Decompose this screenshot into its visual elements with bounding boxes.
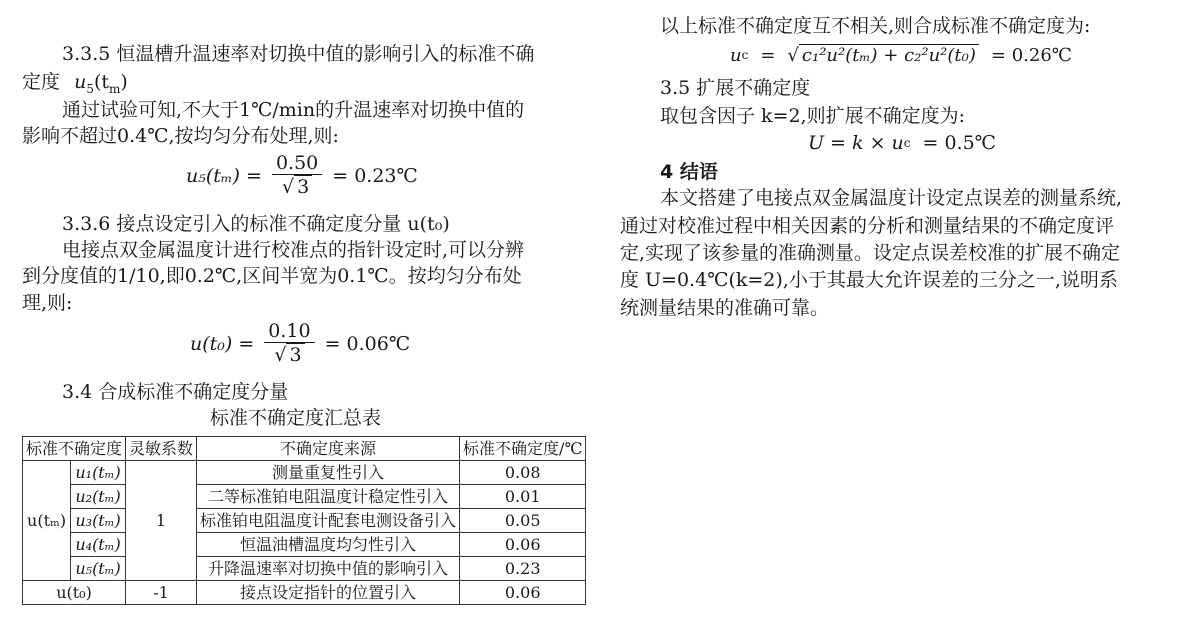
coefficient-cell: 1 bbox=[126, 461, 197, 581]
table-title: 标准不确定度汇总表 bbox=[210, 407, 382, 429]
table-header: 标准不确定度 bbox=[23, 437, 126, 461]
value-cell: 0.01 bbox=[460, 485, 586, 509]
table-row bbox=[23, 509, 586, 533]
value-cell: 0.06 bbox=[460, 533, 586, 557]
paragraph-2-line3: 理,则: bbox=[22, 292, 73, 314]
radicand: c₁²u²(tₘ) + c₂²u²(t₀) bbox=[799, 44, 979, 66]
symbol-cell: u₁(tₘ) bbox=[71, 461, 126, 485]
table-row bbox=[23, 461, 586, 485]
table-row bbox=[23, 581, 586, 605]
equation-expanded: U = k × u c = 0.5℃ bbox=[808, 132, 996, 154]
value-cell: 0.08 bbox=[460, 461, 586, 485]
section-3-3-5-heading-line1: 3.3.5 恒温槽升温速率对切换中值的影响引入的标准不确 bbox=[62, 43, 535, 65]
table-header: 灵敏系数 bbox=[126, 437, 197, 461]
equation-combined: u c = √ c₁²u²(tₘ) + c₂²u²(t₀) = 0.26℃ bbox=[730, 44, 1072, 66]
conclusion-line3: 定,实现了该参量的准确测量。设定点误差校准的扩展不确定 bbox=[620, 242, 1121, 264]
value-cell: 0.06 bbox=[460, 581, 586, 605]
table-header: 标准不确定度/℃ bbox=[460, 437, 586, 461]
symbol-cell: u₅(tₘ) bbox=[71, 557, 126, 581]
fraction: $\frac{0.50}{√ 3}$ bbox=[272, 152, 322, 199]
table-row bbox=[23, 557, 586, 581]
value-cell: 0.23 bbox=[460, 557, 586, 581]
source-cell: 接点设定指针的位置引入 bbox=[197, 581, 460, 605]
conclusion-line1: 本文搭建了电接点双金属温度计设定点误差的测量系统, bbox=[660, 187, 1123, 209]
conclusion-line2: 通过对校准过程中相关因素的分析和测量结果的不确定度评 bbox=[620, 215, 1115, 237]
equation-u5: u₅(tₘ) = $\frac{0.50}{√ 3}$ = 0.23℃ bbox=[186, 152, 418, 198]
table-row bbox=[23, 533, 586, 557]
paragraph-2-line2: 到分度值的1/10,即0.2℃,区间半宽为0.1℃。按均匀分布处 bbox=[22, 265, 522, 287]
section-3-3-5-heading-line2: 定度 $u_5(t_m)$ bbox=[22, 71, 128, 96]
table-header: 不确定度来源 bbox=[197, 437, 460, 461]
source-cell: 标准铂电阻温度计配套电测设备引入 bbox=[197, 509, 460, 533]
section-3-3-6-heading: 3.3.6 接点设定引入的标准不确定度分量 u(t₀) bbox=[62, 213, 450, 235]
paragraph-2-line1: 电接点双金属温度计进行校准点的指针设定时,可以分辨 bbox=[62, 239, 525, 261]
source-cell: 二等标准铂电阻温度计稳定性引入 bbox=[197, 485, 460, 509]
uncertainty-summary-table bbox=[22, 436, 586, 605]
source-cell: 升降温速率对切换中值的影响引入 bbox=[197, 557, 460, 581]
conclusion-line4: 度 U=0.4℃(k=2),小于其最大允许误差的三分之一,说明系 bbox=[620, 269, 1118, 291]
equation-ut0: u(t₀) = $\frac{0.10}{√ 3}$ = 0.06℃ bbox=[190, 320, 411, 366]
section-3-4-heading: 3.4 合成标准不确定度分量 bbox=[62, 381, 289, 403]
symbol-cell: u(t₀) bbox=[23, 581, 126, 605]
source-cell: 恒温油槽温度均匀性引入 bbox=[197, 533, 460, 557]
conclusion-line5: 统测量结果的准确可靠。 bbox=[620, 297, 830, 319]
paragraph-1-line2: 影响不超过0.4℃,按均匀分布处理,则: bbox=[22, 125, 339, 147]
group-symbol-cell: u(tₘ) bbox=[23, 461, 71, 581]
coverage-factor-line: 取包含因子 k=2,则扩展不确定度为: bbox=[660, 105, 966, 127]
table-header-row bbox=[23, 437, 586, 461]
table-row bbox=[23, 485, 586, 509]
fraction: $\frac{0.10}{√ 3}$ bbox=[264, 320, 314, 367]
symbol-cell: u₄(tₘ) bbox=[71, 533, 126, 557]
coefficient-cell: -1 bbox=[126, 581, 197, 605]
source-cell: 测量重复性引入 bbox=[197, 461, 460, 485]
section-4-heading: 4 结语 bbox=[660, 161, 718, 183]
symbol-cell: u₃(tₘ) bbox=[71, 509, 126, 533]
section-3-5-heading: 3.5 扩展不确定度 bbox=[660, 77, 811, 99]
paragraph-1-line1: 通过试验可知,不大于1℃/min的升温速率对切换中值的 bbox=[62, 99, 525, 121]
value-cell: 0.05 bbox=[460, 509, 586, 533]
combined-uncertainty-intro: 以上标准不确定度互不相关,则合成标准不确定度为: bbox=[660, 15, 1091, 37]
symbol-cell: u₂(tₘ) bbox=[71, 485, 126, 509]
